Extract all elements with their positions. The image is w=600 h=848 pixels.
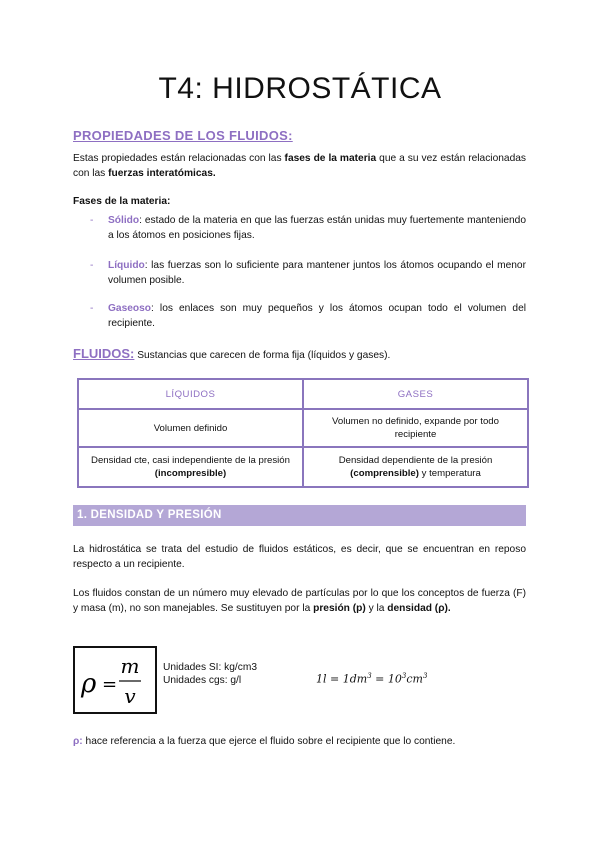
page-title: T4: HIDROSTÁTICA: [158, 72, 442, 105]
table-cell: Volumen no definido, expande por todo recipiente: [303, 409, 528, 447]
intro-paragraph: Estas propiedades están relacionadas con las fases de la materia que a su vez están relacionadas con las fuerzas interatómicas.: [73, 153, 526, 179]
formula-numerator: m: [120, 654, 140, 678]
section-heading-densidad: 1. DENSIDAD Y PRESIÓN: [73, 505, 526, 526]
formula-denominator: v: [124, 684, 136, 708]
list-item-liquido: - Líquido: las fuerzas son lo suficiente para mantener juntos los átomos ocupando el menor volumen posible.: [90, 260, 526, 286]
volume-equivalence: $1l = 1dm^3 = 10^3cm^3$: [316, 672, 428, 686]
fluidos-paragraph: Los fluidos constan de un número muy elevado de partículas por lo que los conceptos de fuerza (F) y masa (m), no son manejables. Se sustituyen por la presión (p) y la densidad (ρ).: [73, 588, 526, 614]
table-cell: Densidad cte, casi independiente de la presión (incompresible): [78, 447, 303, 487]
section-heading-propiedades: PROPIEDADES DE LOS FLUIDOS:: [73, 128, 293, 143]
table-row: [78, 409, 528, 447]
formula-equals: =: [102, 674, 118, 695]
list-item-solido: - Sólido: estado de la materia en que las fuerzas están unidas muy fuertemente manteniendo a los átomos en posiciones fijas.: [90, 215, 526, 241]
density-formula-box: [73, 646, 157, 714]
table-header-liquidos: LÍQUIDOS: [78, 379, 303, 409]
units-cgs: Unidades cgs: g/l: [163, 675, 242, 686]
bullet-dash: -: [90, 303, 94, 314]
density-formula: [75, 648, 155, 712]
table-cell: Densidad dependiente de la presión (comprensible) y temperatura: [303, 447, 528, 487]
table-cell: Volumen definido: [78, 409, 303, 447]
list-item-gaseoso: - Gaseoso: los enlaces son muy pequeños y los átomos ocupan todo el volumen del recipiente.: [90, 303, 526, 329]
comparison-table: [77, 378, 529, 488]
fluidos-keyword: FLUIDOS:: [73, 346, 135, 361]
phases-label: Fases de la materia:: [73, 196, 171, 207]
bullet-dash: -: [90, 260, 94, 271]
units-si: Unidades SI: kg/cm3: [163, 662, 257, 673]
formula-rho: ρ: [81, 669, 97, 699]
bullet-dash: -: [90, 215, 94, 226]
rho-note: ρ: hace referencia a la fuerza que ejerce el fluido sobre el recipiente que lo contiene.: [73, 736, 456, 747]
table-row: [78, 447, 528, 487]
table-header-gases: GASES: [303, 379, 528, 409]
fluidos-definition: FLUIDOS: Sustancias que carecen de forma fija (líquidos y gases).: [73, 346, 391, 361]
hidrostatica-paragraph: La hidrostática se trata del estudio de fluidos estáticos, es decir, que se encuentran en reposo respecto a un recipiente.: [73, 544, 526, 570]
units-block: [163, 661, 257, 687]
